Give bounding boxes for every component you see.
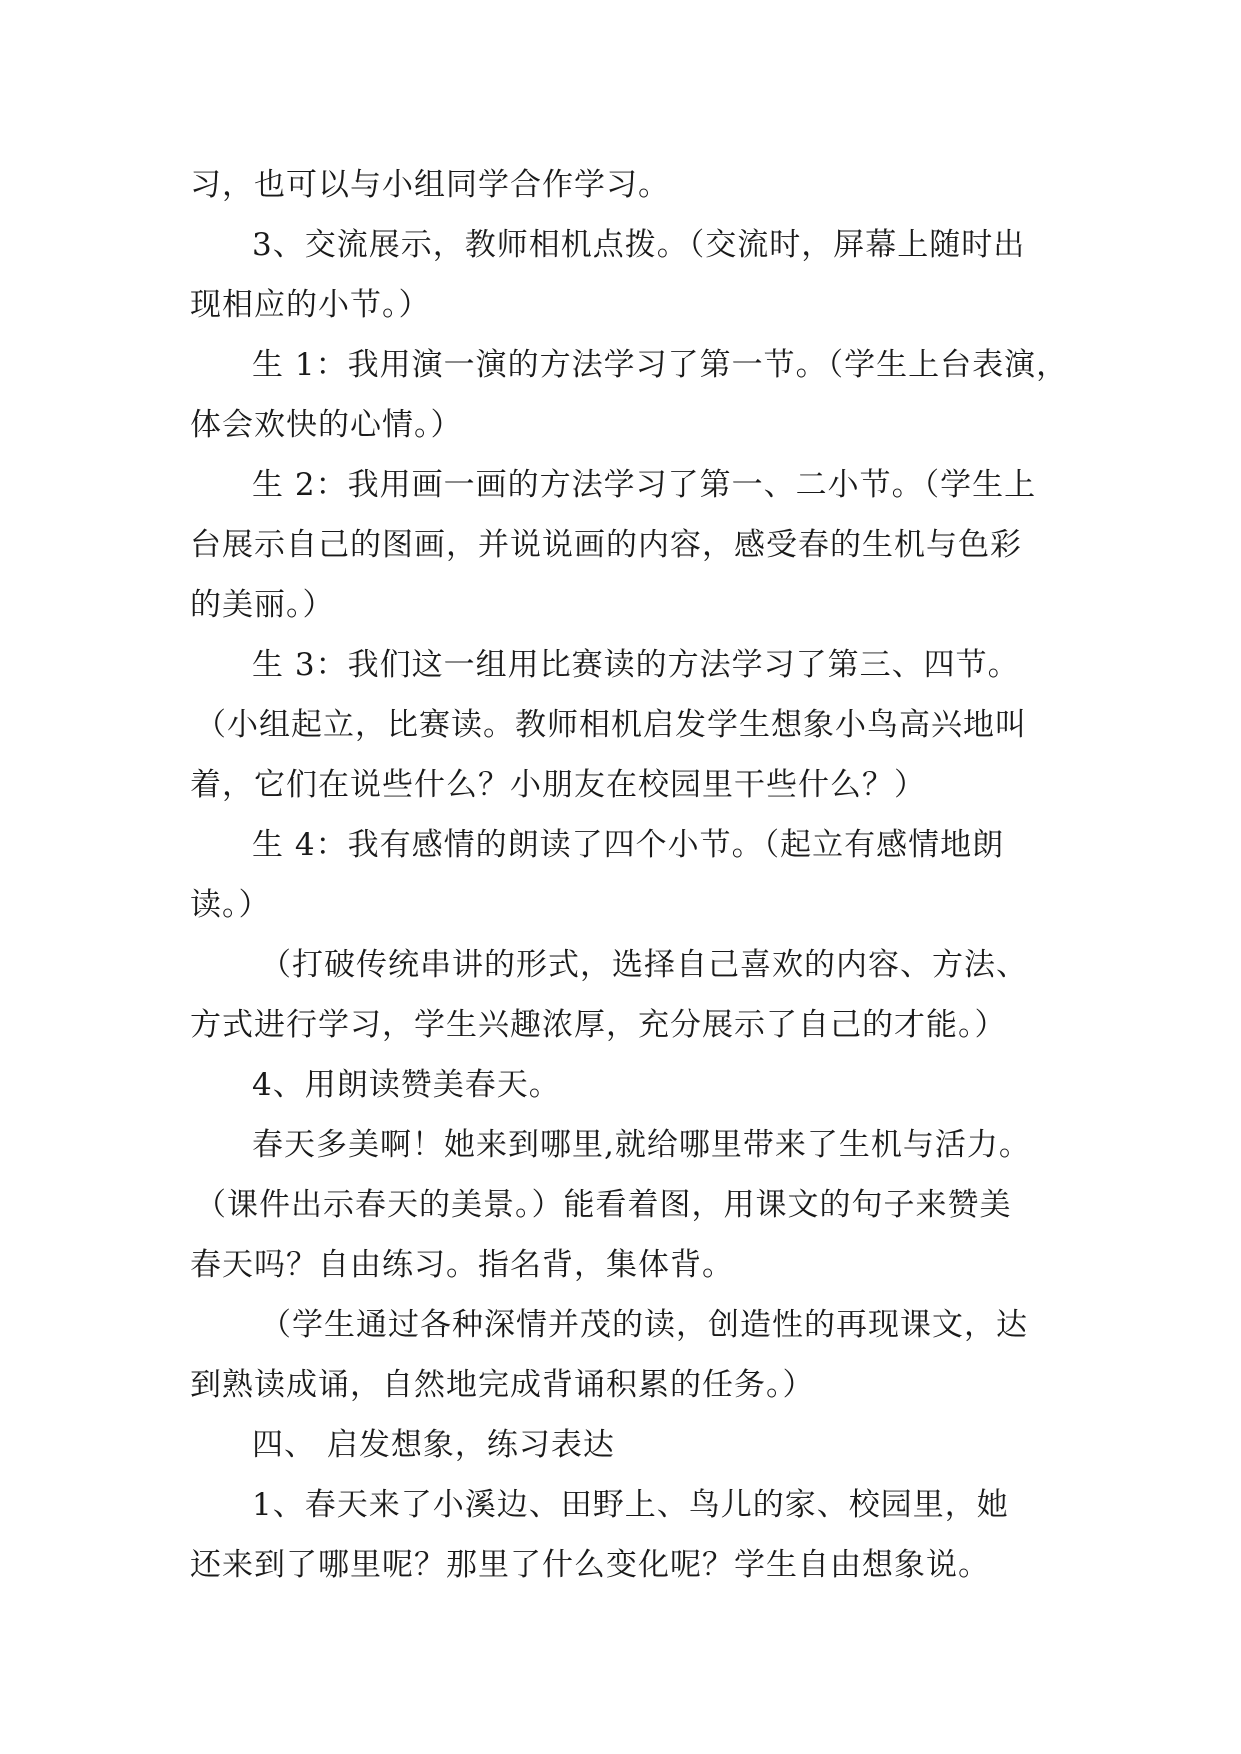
text-line: 生 2：我用画一画的方法学习了第一、二小节。（学生上 <box>252 467 1037 503</box>
text-line: 习，也可以与小组同学合作学习。 <box>190 167 670 203</box>
text-line: 体会欢快的心情。） <box>190 407 463 443</box>
body-text <box>190 155 1070 1595</box>
text-line: 生 1：我用演一演的方法学习了第一节。（学生上台表演， <box>252 347 1069 383</box>
section-heading: 四、 启发想象，练习表达 <box>252 1427 615 1463</box>
text-line: 到熟读成诵，自然地完成背诵积累的任务。） <box>190 1367 815 1403</box>
text-line: （小组起立，比赛读。教师相机启发学生想象小鸟高兴地叫 <box>195 707 1027 743</box>
text-line: （课件出示春天的美景。）能看着图，用课文的句子来赞美 <box>195 1187 1012 1223</box>
text-line: 的美丽。） <box>190 587 335 623</box>
text-line: 现相应的小节。） <box>190 287 431 323</box>
text-line: 台展示自己的图画，并说说画的内容，感受春的生机与色彩 <box>190 527 1022 563</box>
text-line: 4、用朗读赞美春天。 <box>252 1067 561 1103</box>
text-line: 生 3：我们这一组用比赛读的方法学习了第三、四节。 <box>252 647 1020 683</box>
text-line: 方式进行学习，学生兴趣浓厚，充分展示了自己的才能。） <box>190 1007 1007 1043</box>
text-line: 春天吗？自由练习。指名背，集体背。 <box>190 1247 734 1283</box>
text-line: 着，它们在说些什么？小朋友在校园里干些什么？） <box>190 767 926 803</box>
text-line: （打破传统串讲的形式，选择自己喜欢的内容、方法、 <box>260 947 1028 983</box>
text-line: 春天多美啊！她来到哪里,就给哪里带来了生机与活力。 <box>252 1127 1031 1163</box>
text-line: 读。） <box>190 887 271 923</box>
text-line: （学生通过各种深情并茂的读，创造性的再现课文，达 <box>260 1307 1028 1343</box>
text-line: 生 4：我有感情的朗读了四个小节。（起立有感情地朗 <box>252 827 1005 863</box>
text-line: 3、交流展示，教师相机点拨。（交流时，屏幕上随时出 <box>252 227 1026 263</box>
text-line: 还来到了哪里呢？那里了什么变化呢？学生自由想象说。 <box>190 1547 990 1583</box>
text-line: 1、春天来了小溪边、田野上、鸟儿的家、校园里，她 <box>252 1487 1009 1523</box>
